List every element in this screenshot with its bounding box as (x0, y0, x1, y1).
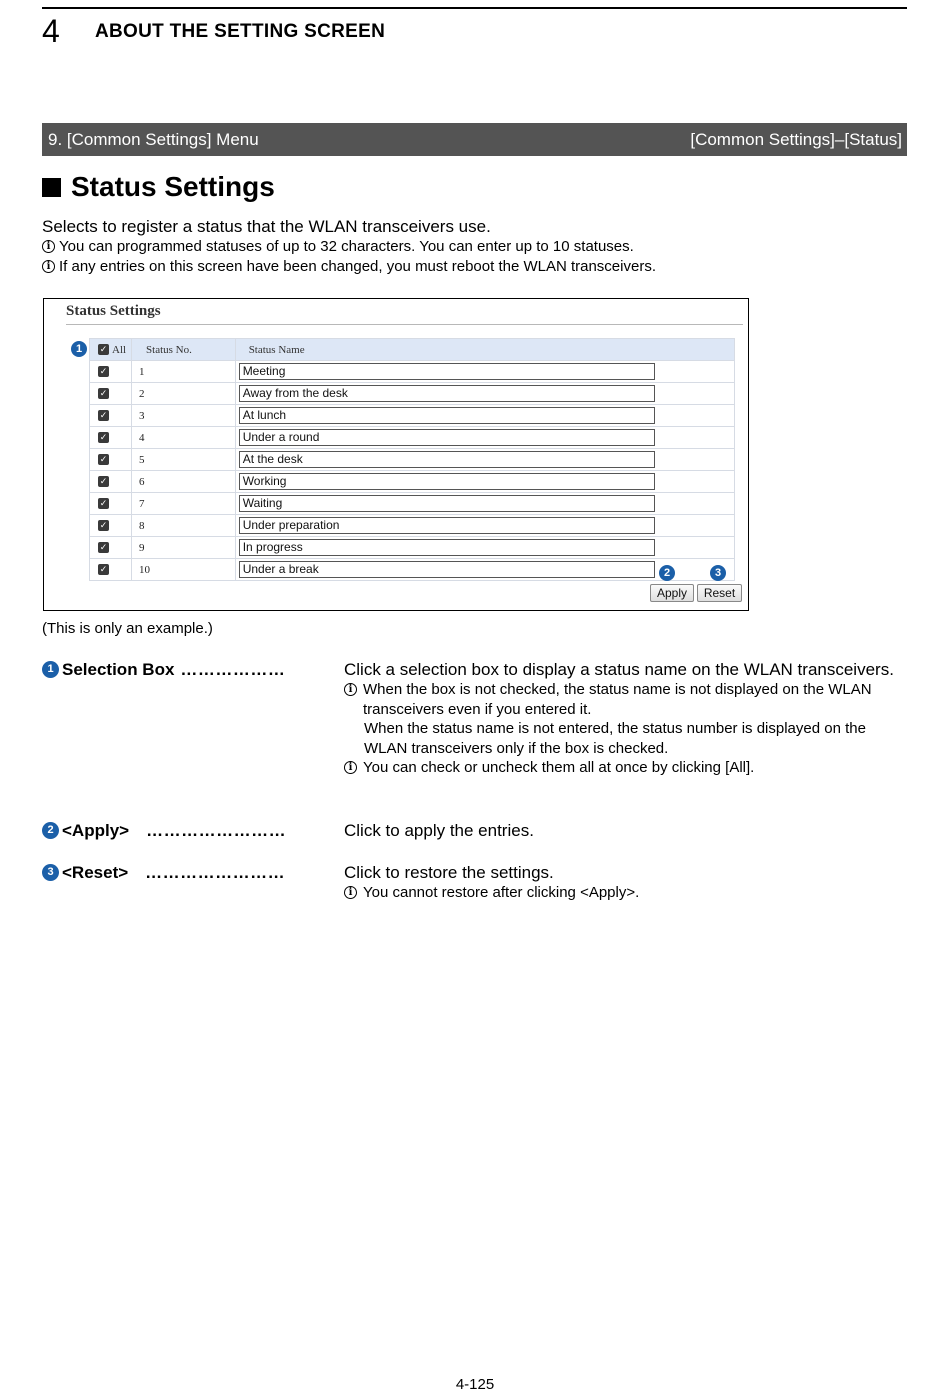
reset-text: Click to restore the settings. (344, 863, 554, 882)
reset-button[interactable]: Reset (697, 584, 742, 602)
screenshot-title: Status Settings (66, 303, 161, 319)
status-checkbox[interactable]: ✓ (99, 432, 108, 443)
status-table (89, 338, 735, 581)
status-name-input[interactable]: In progress (239, 539, 655, 556)
selection-box-text: Click a selection box to display a status name on the WLAN transceivers. (344, 660, 894, 679)
selection-box-description (344, 659, 909, 778)
status-name-input[interactable]: Waiting (239, 495, 655, 512)
section-left: 9. [Common Settings] Menu (48, 129, 259, 149)
status-checkbox[interactable]: ✓ (99, 454, 108, 465)
status-number: 4 (132, 427, 236, 449)
select-all-header[interactable] (90, 339, 132, 361)
screenshot-frame (43, 298, 749, 611)
status-number: 6 (132, 471, 236, 493)
status-no-header: Status No. (132, 339, 236, 361)
table-row (90, 493, 735, 515)
selection-note-1b: When the status name is not entered, the status number is displayed on the WLAN transceivers only if the box is checked. (364, 720, 866, 757)
status-number: 5 (132, 449, 236, 471)
intro-text: Selects to register a status that the WLAN transceivers use. (42, 217, 491, 236)
reset-note: You cannot restore after clicking <Apply>. (363, 884, 640, 901)
marker-3-desc: 3 (42, 864, 59, 881)
marker-1-desc: 1 (42, 661, 59, 678)
marker-2-desc: 2 (42, 822, 59, 839)
apply-button[interactable]: Apply (650, 584, 694, 602)
reset-description (344, 862, 909, 903)
leader-dots: …………………… (146, 821, 287, 840)
marker-1: 1 (71, 341, 87, 357)
apply-label-text: <Apply> (62, 821, 130, 840)
square-bullet-icon (42, 178, 61, 197)
info-icon: i (344, 886, 357, 899)
selection-note-1: When the box is not checked, the status name is not displayed on the WLAN transceivers even if you entered it. (363, 681, 872, 718)
section-right: [Common Settings]–[Status] (690, 129, 902, 149)
select-all-checkbox[interactable]: ✓ (99, 344, 108, 355)
table-row (90, 537, 735, 559)
marker-3: 3 (710, 565, 726, 581)
status-checkbox[interactable]: ✓ (99, 410, 108, 421)
status-name-input[interactable]: Away from the desk (239, 385, 655, 402)
table-row (90, 471, 735, 493)
status-name-input[interactable]: At lunch (239, 407, 655, 424)
status-number: 7 (132, 493, 236, 515)
table-header-row (90, 339, 735, 361)
status-name-header: Status Name (235, 339, 734, 361)
reset-label (42, 862, 285, 883)
apply-label (42, 820, 286, 841)
leader-dots: ……………… (180, 660, 286, 679)
info-icon: i (42, 240, 55, 253)
table-row (90, 405, 735, 427)
status-name-input[interactable]: Working (239, 473, 655, 490)
page-number: 4-125 (455, 1376, 495, 1393)
apply-description: Click to apply the entries. (344, 821, 534, 840)
note-1-text: You can programmed statuses of up to 32 characters. You can enter up to 10 statuses. (59, 238, 634, 255)
status-checkbox[interactable]: ✓ (99, 542, 108, 553)
status-number: 9 (132, 537, 236, 559)
status-checkbox[interactable]: ✓ (99, 366, 108, 377)
table-row (90, 449, 735, 471)
screenshot-divider (66, 324, 743, 325)
status-name-input[interactable]: Under preparation (239, 517, 655, 534)
reset-label-text: <Reset> (62, 863, 129, 882)
status-checkbox[interactable]: ✓ (99, 498, 108, 509)
chapter-title: ABOUT THE SETTING SCREEN (95, 21, 386, 42)
table-row (90, 559, 735, 581)
status-number: 10 (132, 559, 236, 581)
table-row (90, 427, 735, 449)
table-row (90, 515, 735, 537)
top-rule (42, 7, 907, 9)
selection-box-notes (344, 680, 909, 778)
selection-note-2: You can check or uncheck them all at once by clicking [All]. (363, 759, 755, 776)
status-number: 1 (132, 361, 236, 383)
status-number: 2 (132, 383, 236, 405)
note-1 (42, 237, 634, 257)
chapter-number: 4 (42, 13, 60, 49)
info-icon: i (344, 683, 357, 696)
status-name-input[interactable]: Under a break (239, 561, 655, 578)
status-name-input[interactable]: At the desk (239, 451, 655, 468)
status-name-input[interactable]: Meeting (239, 363, 655, 380)
status-checkbox[interactable]: ✓ (99, 564, 108, 575)
select-all-label: All (112, 343, 127, 356)
table-row (90, 383, 735, 405)
info-icon: i (344, 761, 357, 774)
status-checkbox[interactable]: ✓ (99, 476, 108, 487)
page-title (42, 168, 275, 206)
status-checkbox[interactable]: ✓ (99, 388, 108, 399)
selection-box-label-text: Selection Box (62, 660, 175, 679)
leader-dots: …………………… (145, 863, 286, 882)
selection-box-label (42, 659, 285, 680)
note-2 (42, 257, 656, 277)
status-number: 3 (132, 405, 236, 427)
status-name-input[interactable]: Under a round (239, 429, 655, 446)
status-number: 8 (132, 515, 236, 537)
section-bar (42, 123, 907, 156)
table-row (90, 361, 735, 383)
page-title-text: Status Settings (71, 171, 275, 202)
info-icon: i (42, 260, 55, 273)
status-checkbox[interactable]: ✓ (99, 520, 108, 531)
marker-2: 2 (659, 565, 675, 581)
example-note: (This is only an example.) (42, 620, 213, 637)
note-2-text: If any entries on this screen have been changed, you must reboot the WLAN transceivers. (59, 258, 656, 275)
